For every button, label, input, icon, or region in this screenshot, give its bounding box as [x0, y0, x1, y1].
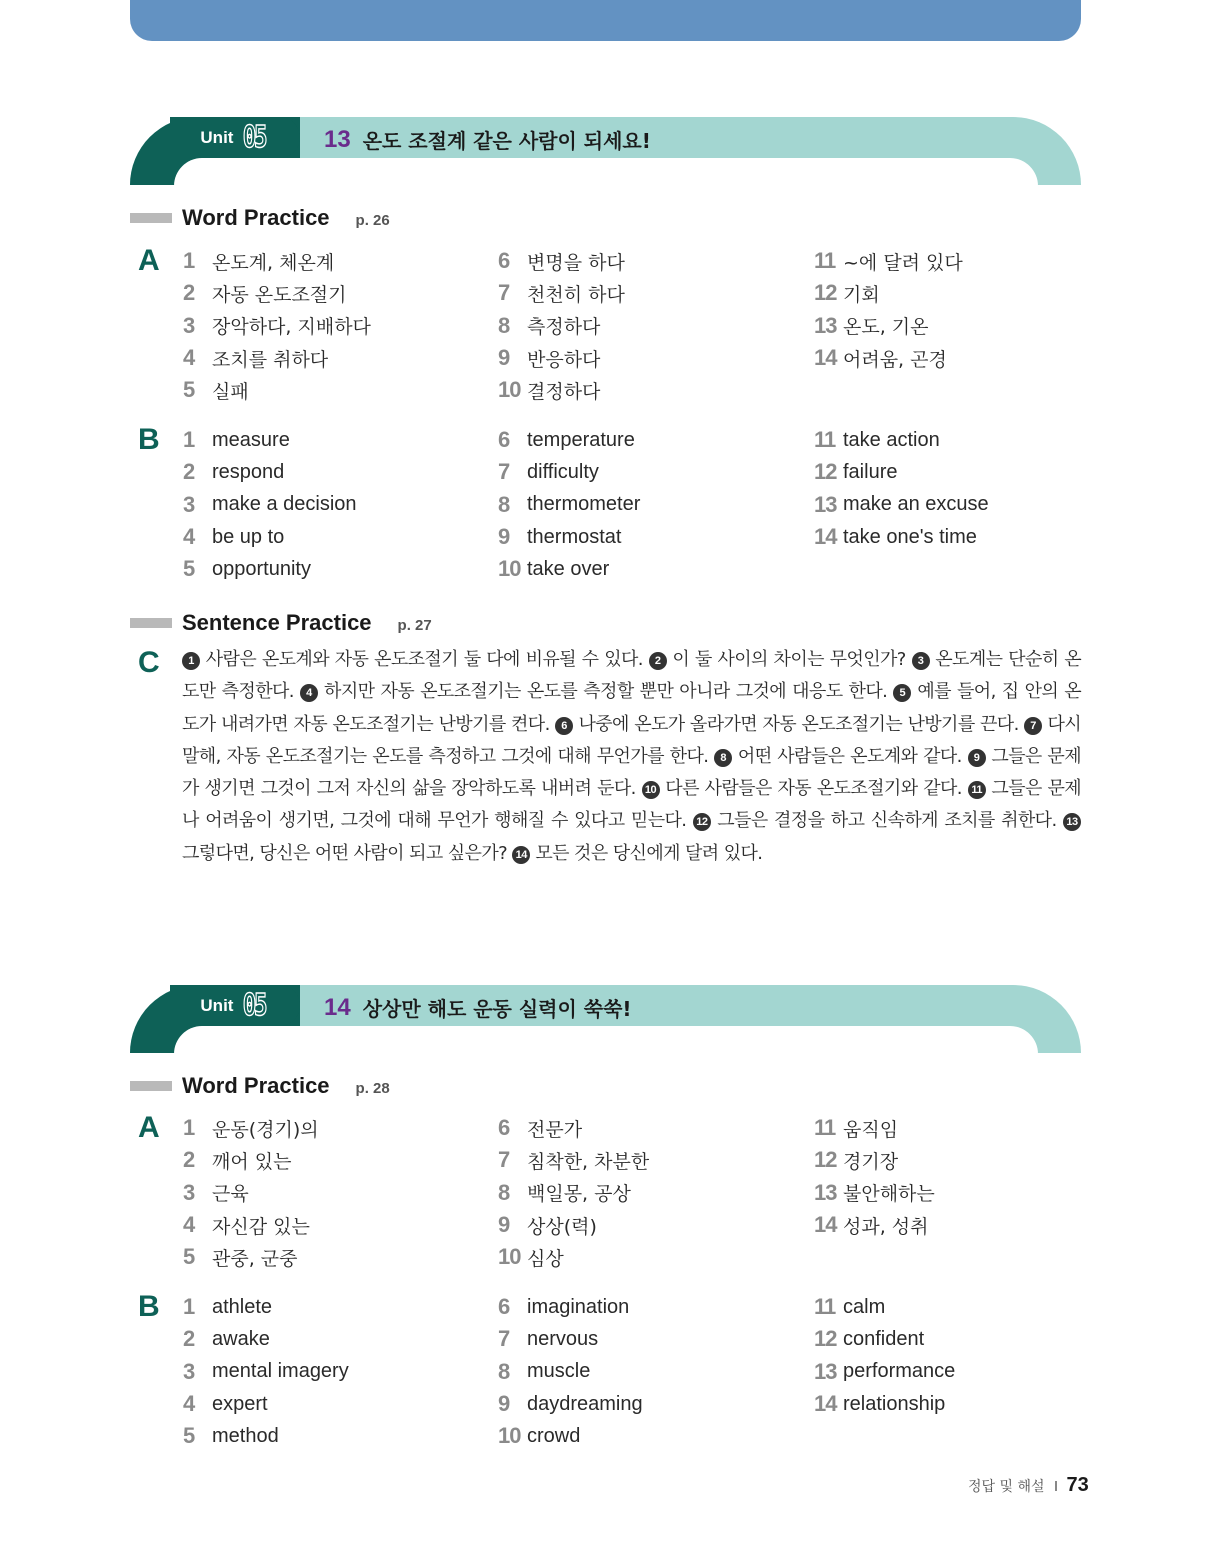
list-item	[814, 1144, 935, 1176]
list-item	[498, 424, 640, 456]
item-answer: 반응하다	[527, 348, 601, 371]
item-number: 4	[183, 345, 195, 371]
list-item	[814, 1177, 935, 1209]
section-letter: A	[138, 244, 160, 277]
item-answer: take one's time	[843, 525, 977, 548]
item-answer: confident	[843, 1327, 925, 1350]
item-number: 7	[498, 1147, 510, 1173]
list-item	[183, 1420, 349, 1452]
sentence-number-badge: 2	[649, 652, 667, 670]
unit-badge	[170, 985, 300, 1026]
page-number: 73	[1066, 1474, 1089, 1496]
list-item	[498, 1112, 649, 1144]
unit-header-lesson-13	[130, 117, 1081, 185]
item-answer: awake	[212, 1327, 270, 1350]
list-item	[498, 1356, 643, 1388]
item-answer: ~에 달려 있다	[843, 251, 963, 274]
item-number: 10	[498, 377, 521, 403]
item-answer: difficulty	[527, 460, 599, 483]
item-answer: 어려움, 곤경	[843, 348, 947, 371]
section-title: Word Practice	[182, 1073, 330, 1098]
unit-number: 05	[243, 987, 266, 1023]
item-answer: 천천히 하다	[527, 283, 625, 306]
item-answer: 심상	[527, 1247, 564, 1270]
item-number: 3	[183, 491, 195, 517]
item-number: 9	[498, 345, 510, 371]
list-item	[183, 277, 371, 309]
sentence: 그들은 결정을 하고 신속하게 조치를 취한다.	[717, 810, 1057, 832]
list-item	[814, 1356, 955, 1388]
list-item	[814, 342, 963, 374]
item-answer: temperature	[527, 428, 635, 451]
answer-column	[183, 1291, 349, 1452]
answer-column	[814, 245, 963, 374]
item-answer: 움직임	[843, 1118, 899, 1141]
answer-column	[498, 245, 625, 406]
sentence: 모든 것은 당신에게 달려 있다.	[535, 842, 763, 864]
item-number: 6	[498, 427, 510, 453]
item-answer: failure	[843, 460, 898, 483]
list-item	[498, 1177, 649, 1209]
list-item	[814, 310, 963, 342]
lesson-number: 14	[324, 993, 351, 1021]
list-item	[183, 1177, 319, 1209]
item-answer: 운동(경기)의	[212, 1118, 319, 1141]
list-item	[814, 1291, 955, 1323]
sentence: 다시 말해, 자동 온도조절기는 온도를 측정하고 그것에 대해 무언가를 한다.	[182, 713, 1082, 767]
item-answer: 관중, 군중	[212, 1247, 298, 1270]
lesson-title-row	[324, 993, 632, 1022]
heading-bar	[130, 618, 172, 628]
item-number: 11	[814, 1294, 836, 1320]
item-number: 1	[183, 1115, 195, 1141]
item-answer: 조치를 취하다	[212, 348, 329, 371]
sentence-practice-heading	[130, 610, 432, 636]
item-answer: 기회	[843, 283, 880, 306]
list-item	[498, 1420, 643, 1452]
item-number: 2	[183, 1147, 195, 1173]
answer-column	[183, 245, 371, 406]
list-item	[814, 245, 963, 277]
item-number: 1	[183, 427, 195, 453]
item-number: 8	[498, 1358, 510, 1384]
sentence-number-badge: 9	[968, 749, 986, 767]
list-item	[498, 456, 640, 488]
list-item	[183, 456, 357, 488]
page-reference: p. 28	[355, 1079, 390, 1097]
heading-bar	[130, 1081, 172, 1091]
sentence-number-badge: 11	[968, 781, 986, 799]
item-answer: 온도계, 체온계	[212, 251, 335, 274]
item-number: 11	[814, 1115, 836, 1141]
list-item	[498, 1291, 643, 1323]
item-answer: be up to	[212, 525, 285, 548]
list-item	[183, 521, 357, 553]
header-arch-inner	[174, 1026, 1038, 1066]
section-letter: A	[138, 1111, 160, 1144]
page-reference: p. 26	[355, 211, 390, 229]
sentence: 이 둘 사이의 차이는 무엇인가?	[672, 649, 906, 670]
item-answer: crowd	[527, 1424, 581, 1447]
item-number: 5	[183, 1423, 195, 1449]
item-answer: 전문가	[527, 1118, 583, 1141]
item-number: 5	[183, 1244, 195, 1270]
answer-column	[814, 424, 989, 553]
item-number: 1	[183, 248, 195, 274]
list-item	[498, 521, 640, 553]
sentence: 그들은 문제나 어려움이 생기면, 그것에 대해 무언가 행해질 수 있다고 믿는다.	[182, 778, 1082, 832]
item-answer: measure	[212, 428, 290, 451]
list-item	[183, 1388, 349, 1420]
list-item	[814, 424, 989, 456]
unit-label: Unit	[200, 995, 234, 1015]
footer-label: 정답 및 해설	[968, 1478, 1045, 1495]
item-answer: calm	[843, 1295, 886, 1318]
item-number: 5	[183, 377, 195, 403]
word-practice-heading	[130, 1073, 390, 1099]
footer-divider	[1055, 1481, 1057, 1491]
section-letter: B	[138, 1290, 160, 1323]
item-answer: opportunity	[212, 557, 311, 580]
item-number: 6	[498, 1294, 510, 1320]
translation-paragraph	[182, 644, 1081, 870]
item-answer: thermostat	[527, 525, 622, 548]
list-item	[814, 1323, 955, 1355]
item-answer: make an excuse	[843, 493, 989, 516]
item-answer: method	[212, 1424, 279, 1447]
section-title: Word Practice	[182, 205, 330, 230]
list-item	[498, 245, 625, 277]
item-answer: mental imagery	[212, 1360, 349, 1383]
item-number: 6	[498, 248, 510, 274]
item-answer: 변명을 하다	[527, 251, 625, 274]
sentence: 다른 사람들은 자동 온도조절기와 같다.	[665, 778, 962, 800]
item-answer: 장악하다, 지배하다	[212, 316, 371, 339]
item-answer: 온도, 기온	[843, 316, 929, 339]
item-number: 13	[814, 1358, 837, 1384]
list-item	[498, 277, 625, 309]
item-number: 9	[498, 524, 510, 550]
sentence: 온도계는 단순히 온도만 측정한다.	[182, 649, 1082, 703]
top-color-band	[130, 0, 1081, 41]
item-number: 8	[498, 491, 510, 517]
list-item	[183, 342, 371, 374]
sentence-number-badge: 12	[693, 813, 711, 831]
item-answer: 자동 온도조절기	[212, 283, 347, 306]
item-answer: athlete	[212, 1295, 273, 1318]
sentence: 나중에 온도가 올라가면 자동 온도조절기는 난방기를 끈다.	[578, 713, 1019, 735]
list-item	[814, 1388, 955, 1420]
list-item	[814, 456, 989, 488]
lesson-number: 13	[324, 125, 351, 153]
sentence: 그렇다면, 당신은 어떤 사람이 되고 싶은가?	[182, 842, 508, 864]
sentence-number-badge: 1	[182, 652, 200, 670]
item-number: 2	[183, 1326, 195, 1352]
item-number: 9	[498, 1212, 510, 1238]
item-number: 11	[814, 427, 836, 453]
list-item	[814, 277, 963, 309]
item-number: 8	[498, 312, 510, 338]
sentence-number-badge: 6	[555, 717, 573, 735]
list-item	[183, 1112, 319, 1144]
item-answer: thermometer	[527, 493, 641, 516]
sentence-number-badge: 7	[1024, 717, 1042, 735]
item-answer: 불안해하는	[843, 1183, 935, 1206]
item-number: 14	[814, 1212, 837, 1238]
item-number: 14	[814, 524, 837, 550]
item-answer: 자신감 있는	[212, 1215, 310, 1238]
item-number: 11	[814, 248, 836, 274]
answer-column	[183, 424, 357, 585]
item-answer: 경기장	[843, 1150, 899, 1173]
item-number: 13	[814, 1179, 837, 1205]
item-answer: relationship	[843, 1392, 946, 1415]
answer-column	[498, 1291, 643, 1452]
sentence-number-badge: 13	[1063, 813, 1081, 831]
word-practice-heading	[130, 205, 390, 231]
item-number: 7	[498, 459, 510, 485]
item-number: 2	[183, 280, 195, 306]
item-number: 8	[498, 1179, 510, 1205]
item-number: 10	[498, 556, 521, 582]
sentence-number-badge: 5	[893, 684, 911, 702]
lesson-title: 온도 조절계 같은 사람이 되세요!	[362, 129, 651, 153]
list-item	[498, 1241, 649, 1273]
list-item	[498, 1209, 649, 1241]
item-number: 3	[183, 312, 195, 338]
item-number: 10	[498, 1423, 521, 1449]
answer-column	[814, 1112, 935, 1241]
item-number: 12	[814, 459, 837, 485]
header-arch-inner	[174, 158, 1038, 198]
item-number: 1	[183, 1294, 195, 1320]
item-number: 12	[814, 1147, 837, 1173]
sentence: 그들은 문제가 생기면 그것이 그저 자신의 삶을 장악하도록 내버려 둔다.	[182, 745, 1082, 800]
item-answer: 근육	[212, 1183, 249, 1206]
item-number: 4	[183, 524, 195, 550]
list-item	[183, 489, 357, 521]
item-number: 14	[814, 345, 837, 371]
answer-column	[498, 1112, 649, 1273]
list-item	[498, 1388, 643, 1420]
heading-bar	[130, 213, 172, 223]
item-number: 12	[814, 1326, 837, 1352]
item-answer: muscle	[527, 1360, 591, 1383]
item-number: 12	[814, 280, 837, 306]
item-number: 14	[814, 1391, 837, 1417]
lesson-title: 상상만 해도 운동 실력이 쑥쑥!	[362, 997, 632, 1021]
page-footer	[968, 1474, 1089, 1497]
unit-label: Unit	[200, 127, 234, 147]
sentence-number-badge: 10	[642, 781, 660, 799]
sentence-number-badge: 8	[714, 749, 732, 767]
item-answer: 침착한, 차분한	[527, 1150, 650, 1173]
item-answer: 백일몽, 공상	[527, 1183, 631, 1206]
list-item	[498, 374, 625, 406]
item-answer: 성과, 성취	[843, 1215, 929, 1238]
list-item	[183, 1356, 349, 1388]
answer-column	[498, 424, 640, 585]
list-item	[814, 1112, 935, 1144]
unit-badge	[170, 117, 300, 158]
answer-column	[814, 1291, 955, 1420]
sentence: 어떤 사람들은 온도계와 같다.	[737, 745, 962, 767]
list-item	[183, 1241, 319, 1273]
section-letter: B	[138, 423, 160, 456]
section-letter: C	[138, 646, 160, 679]
item-number: 5	[183, 556, 195, 582]
item-number: 9	[498, 1391, 510, 1417]
page-reference: p. 27	[397, 616, 432, 634]
item-number: 3	[183, 1358, 195, 1384]
item-number: 2	[183, 459, 195, 485]
item-number: 13	[814, 491, 837, 517]
list-item	[814, 489, 989, 521]
item-answer: expert	[212, 1392, 268, 1415]
list-item	[183, 374, 371, 406]
lesson-title-row	[324, 125, 651, 154]
item-answer: performance	[843, 1360, 956, 1383]
list-item	[498, 1323, 643, 1355]
list-item	[498, 342, 625, 374]
list-item	[498, 489, 640, 521]
item-number: 13	[814, 312, 837, 338]
list-item	[498, 1144, 649, 1176]
sentence: 하지만 자동 온도조절기는 온도를 측정할 뿐만 아니라 그것에 대응도 한다.	[324, 681, 888, 703]
list-item	[498, 553, 640, 585]
sentence: 사람은 온도계와 자동 온도조절기 둘 다에 비유될 수 있다.	[205, 649, 643, 670]
sentence: 예를 들어, 집 안의 온도가 내려가면 자동 온도조절기는 난방기를 켠다.	[182, 681, 1082, 735]
sentence-number-badge: 4	[300, 684, 318, 702]
answer-column	[183, 1112, 319, 1273]
item-number: 4	[183, 1212, 195, 1238]
list-item	[183, 1209, 319, 1241]
item-answer: 결정하다	[527, 380, 601, 403]
item-number: 3	[183, 1179, 195, 1205]
list-item	[498, 310, 625, 342]
item-answer: 실패	[212, 380, 249, 403]
item-answer: respond	[212, 460, 285, 483]
list-item	[814, 521, 989, 553]
list-item	[183, 424, 357, 456]
item-answer: 깨어 있는	[212, 1150, 292, 1173]
item-number: 7	[498, 280, 510, 306]
item-answer: take over	[527, 557, 610, 580]
section-title: Sentence Practice	[182, 610, 372, 635]
item-number: 4	[183, 1391, 195, 1417]
sentence-number-badge: 3	[912, 652, 930, 670]
item-answer: 측정하다	[527, 316, 601, 339]
unit-number: 05	[243, 119, 266, 155]
sentence-number-badge: 14	[512, 846, 530, 864]
item-answer: nervous	[527, 1327, 599, 1350]
item-number: 6	[498, 1115, 510, 1141]
list-item	[183, 1291, 349, 1323]
item-answer: daydreaming	[527, 1392, 643, 1415]
list-item	[183, 310, 371, 342]
list-item	[183, 1144, 319, 1176]
list-item	[183, 1323, 349, 1355]
item-answer: imagination	[527, 1295, 630, 1318]
list-item	[814, 1209, 935, 1241]
item-number: 10	[498, 1244, 521, 1270]
list-item	[183, 245, 371, 277]
item-answer: 상상(력)	[527, 1215, 597, 1238]
list-item	[183, 553, 357, 585]
unit-header-lesson-14	[130, 985, 1081, 1053]
item-answer: take action	[843, 428, 940, 451]
item-answer: make a decision	[212, 493, 357, 516]
item-number: 7	[498, 1326, 510, 1352]
